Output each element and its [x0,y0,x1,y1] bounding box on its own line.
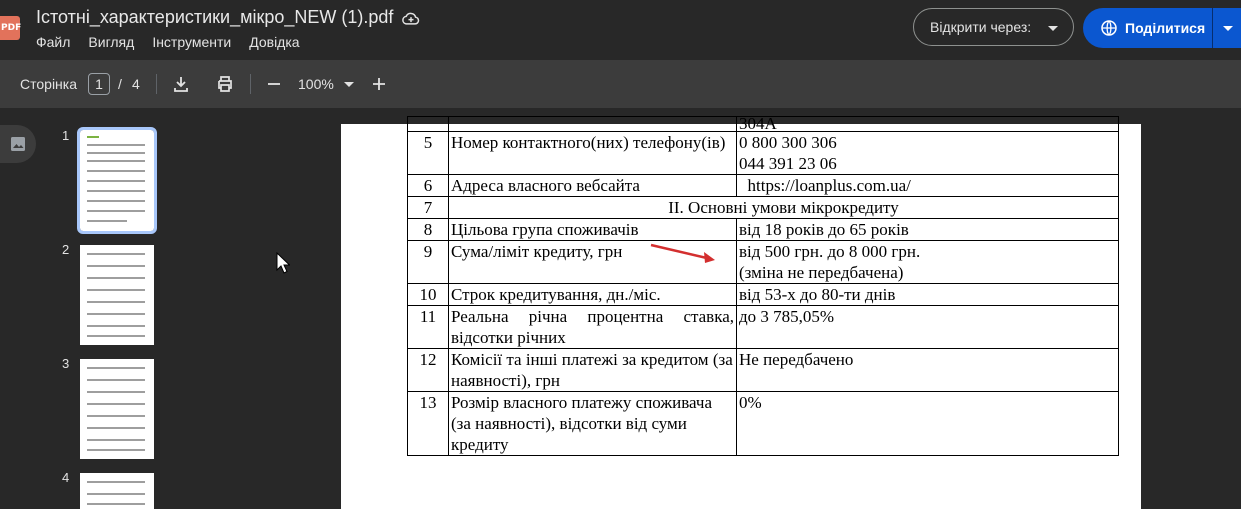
table-row [408,175,1119,197]
menu-tools[interactable]: Інструменти [152,34,232,50]
value-line: 0 800 300 306 [739,133,837,152]
table-row [408,117,1119,132]
page-number-input[interactable]: 1 [88,73,110,95]
row-number: 12 [408,349,449,392]
row-value: від 18 років до 65 років [737,219,1119,241]
share-label: Поділитися [1125,20,1206,36]
row-label: Строк кредитування, дн./міс. [449,284,737,306]
row-value: Не передбачено [737,349,1119,392]
value-line: (зміна не передбачена) [739,263,904,282]
document-title[interactable]: Істотні_характеристики_мікро_NEW (1).pdf [36,7,394,27]
menu-file[interactable]: Файл [36,34,71,50]
toolbar-divider [250,74,251,94]
download-icon[interactable] [171,74,191,94]
thumbnail-toggle-button[interactable] [0,125,36,163]
row-value [737,132,1119,175]
image-icon [9,135,27,153]
menu-bar [36,34,300,50]
table-row [408,132,1119,175]
table-row [408,392,1119,456]
value-line: 044 391 23 06 [739,154,837,173]
menu-help[interactable]: Довідка [249,34,300,50]
row-label: Адреса власного вебсайта [449,175,737,197]
table-row [408,284,1119,306]
pdf-file-icon: PDF [0,16,20,40]
row-number: 11 [408,306,449,349]
value-line: від 500 грн. до 8 000 грн. [739,242,921,261]
page-thumbnail-1[interactable] [80,130,154,231]
top-bar [0,0,1241,60]
pdf-page [341,116,1141,509]
zoom-in-icon[interactable] [369,74,389,94]
row-label: Номер контактного(них) телефону(ів) [449,132,737,175]
table-row [408,197,1119,219]
caret-down-icon [1048,26,1058,31]
row-number: 9 [408,241,449,284]
row-number: 7 [408,197,449,219]
page-separator: / [118,76,122,92]
total-pages: 4 [132,76,140,92]
share-options-button[interactable] [1212,8,1241,48]
table-row [408,349,1119,392]
globe-icon [1101,20,1117,36]
row-label: Розмір власного платежу споживача (за наявності), відсотки від суми кредиту [449,392,737,456]
open-with-button[interactable] [913,8,1074,46]
row-value: до 3 785,05% [737,306,1119,349]
add-to-drive-icon[interactable] [401,9,421,27]
menu-view[interactable]: Вигляд [88,34,135,50]
thumbnail-number: 1 [62,128,70,143]
page-thumbnail-2[interactable] [80,245,154,345]
row-number: 5 [408,132,449,175]
table-row [408,306,1119,349]
table-row [408,241,1119,284]
zoom-out-icon[interactable] [264,74,284,94]
print-icon[interactable] [215,74,235,94]
open-with-label: Відкрити через: [930,19,1032,35]
row-value: 0% [737,392,1119,456]
page-thumbnail-4[interactable] [80,473,154,509]
row-label: Комісії та інші платежі за кредитом (за наявності), грн [449,349,737,392]
row-label: Сума/ліміт кредиту, грн [449,241,737,284]
row-number: 6 [408,175,449,197]
table-row [408,219,1119,241]
mouse-cursor-icon [276,252,290,274]
cell-value: 304А [739,116,777,132]
row-number: 13 [408,392,449,456]
row-label: Цільова група споживачів [449,219,737,241]
thumbnail-number: 3 [62,356,70,371]
pdf-toolbar [0,60,1241,108]
section-heading: II. Основні умови мікрокредиту [449,197,1119,219]
caret-down-icon [1223,26,1233,31]
row-number: 10 [408,284,449,306]
row-value: від 53-х до 80-ти днів [737,284,1119,306]
zoom-level[interactable]: 100% [298,76,334,92]
zoom-caret-icon[interactable] [344,82,354,87]
thumbnail-number: 4 [62,470,70,485]
row-number: 8 [408,219,449,241]
toolbar-divider [156,74,157,94]
page-label: Сторінка [20,76,77,92]
thumbnail-number: 2 [62,242,70,257]
row-value [737,241,1119,284]
website-link[interactable]: https://loanplus.com.ua/ [737,175,1119,197]
characteristics-table [407,116,1119,456]
row-label: Реальна річна процентна ставка, відсотки річних [449,306,737,349]
page-thumbnail-3[interactable] [80,359,154,459]
